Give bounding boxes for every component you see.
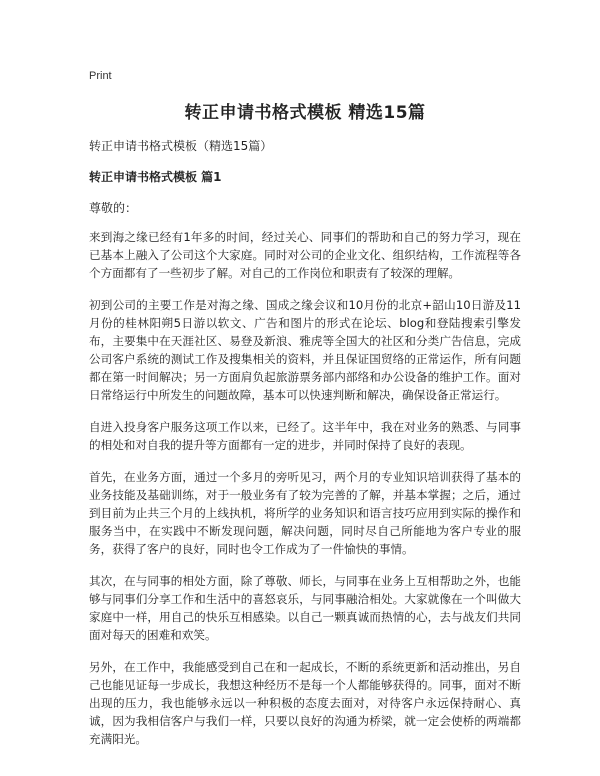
page-title: 转正申请书格式模板 精选15篇 (184, 103, 426, 123)
paragraph-3: 自进入投身客户服务这项工作以来，已经了。这半年中，我在对业务的熟悉、与同事的相处和对自我的提升等方面都有一定的进步，并同时保持了良好的表现。 (89, 420, 521, 452)
document-page (89, 70, 521, 762)
paragraph-5: 其次，在与同事的相处方面，除了尊敬、师长，与同事在业务上互相帮助之外，也能够与同事们分享工作和生活中的喜怒哀乐，与同事融洽相处。大家就像在一个叫做大家庭中一样，用自己的快乐互相感染。以自己一颗真诚而热情的心，去与战友们共同面对每天的困难和欢笑。 (89, 574, 521, 642)
paragraph-2: 初到公司的主要工作是对海之缘、国成之缘会议和10月份的北京+韶山10日游及11月份的桂林阳朔5日游以软文、广告和图片的形式在论坛、blog和登陆搜索引擎发布，主要集中在天涯社区、易登及新浪、雅虎等全国大的社区和分类广告信息，完成公司客户系统的测试工作及搜集相关的资料，并且保证国贸络的正常运作，所有问题都在第一时间解决；另一方面肩负起旅游票务部内部络和办公设备的维护工作。面对日常络运行中所发生的问题故障，基本可以快速判断和解决，确保设备正常运行。 (89, 298, 521, 402)
paragraph-4: 首先，在业务方面，通过一个多月的旁听见习，两个月的专业知识培训获得了基本的业务技能及基础训练，对于一般业务有了较为完善的了解，并基本掌握；之后，通过到目前为止共三个月的上线执机，将所学的业务知识和语言技巧应用到实际的操作和服务当中，在实践中不断发现问题，解决问题，同时尽自己所能地为客户专业的服务，获得了客户的良好，同时也令工作成为了一件愉快的事情。 (89, 470, 521, 556)
greeting: 尊敬的： (89, 201, 138, 215)
paragraph-6: 另外，在工作中，我能感受到自己在和一起成长，不断的系统更新和活动推出，另自己也能见证每一步成长，我想这种经历不是每一个人都能够获得的。同事，面对不断出现的压力，我也能够永远以一种积极的态度去面对，对待客户永远保持耐心、真诚，因为我相信客户与我们一样，只要以良好的沟通为桥梁，就一定会使桥的两端都充满阳光。 (89, 660, 521, 746)
paragraph-1: 来到海之缘已经有1年多的时间，经过关心、同事们的帮助和自己的努力学习，现在已基本上融入了公司这个大家庭。同时对公司的企业文化、组织结构，工作流程等各个方面都有了一些初步了解。对自己的工作岗位和职责有了较深的理解。 (89, 230, 521, 280)
document-subtitle: 转正申请书格式模板（精选15篇） (89, 139, 273, 153)
section-heading: 转正申请书格式模板 篇1 (89, 170, 222, 184)
print-label: Print (89, 70, 112, 82)
